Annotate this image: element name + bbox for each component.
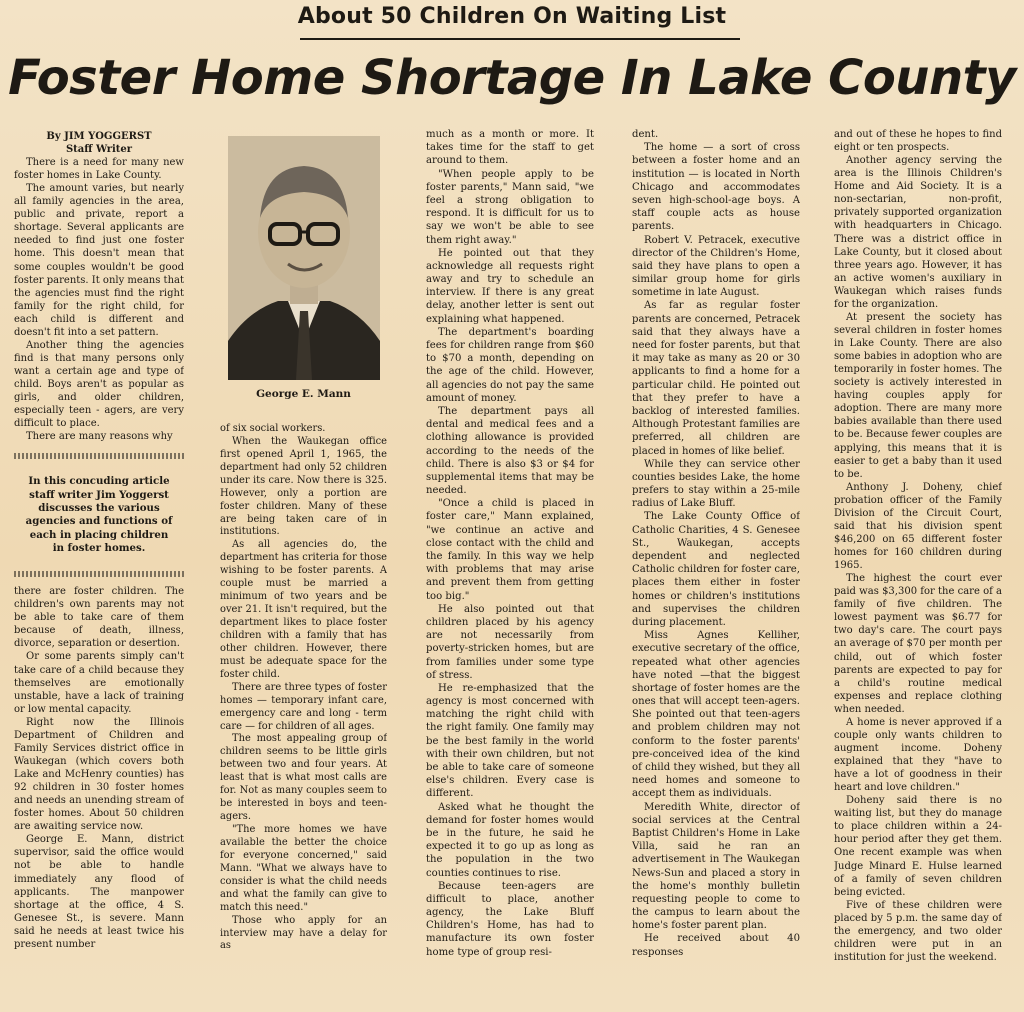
- paragraph: George E. Mann, district supervisor, said the office would not be able to handle immediately any flood of applicants. The manpower shortage at the office, 4 S. Genesee St., is severe. Mann said he needs at least twice his present number: [14, 834, 184, 950]
- paragraph: Miss Agnes Kelliher, executive secretary of the office, repeated what other agencies have noted —that the biggest shortage of foster homes are the ones that will accept teen-agers. She pointed out that teen-agers and problem children may not conform to the foster parents' pre-conceived idea of the kind of child they wished, but they all need homes and someone to accept them as individuals.: [632, 630, 800, 800]
- paragraph: Those who apply for an interview may have a delay for as: [220, 914, 387, 952]
- main-headline: Foster Home Shortage In Lake County: [8, 50, 1016, 106]
- paragraph: and out of these he hopes to find eight or ten prospects.: [834, 129, 1002, 154]
- article-column-2: [220, 128, 387, 964]
- paragraph: He received about 40 responses: [632, 933, 800, 958]
- paragraph: The most appealing group of children seems to be little girls between two and four years. At least that is what most calls are for. Not as many couples seem to be interested in boys and teen-agers.: [220, 733, 387, 823]
- paragraph: The amount varies, but nearly all family agencies in the area, public and private, report a shortage. Several applicants are needed to find just one foster home. This doesn't mean that some couples wouldn't be good foster parents. It only means that the agencies must find the right family for the right child, for each child is different and doesn't fit into a set pattern.: [14, 183, 184, 338]
- paragraph: There are three types of foster homes — temporary infant care, emergency care and long - term care — for children of all ages.: [220, 681, 387, 732]
- byline-title: Staff Writer: [65, 144, 133, 155]
- callout-rule-top: [14, 453, 184, 459]
- paragraph: At present the society has several children in foster homes in Lake County. There are also some babies in adoption who are temporarily in foster homes. The society is actively interested in having couples apply for adoption. There are many more babies available than there used to be. Because fewer couples are applying, this means that it is easier to get a baby than it used to be.: [834, 311, 1002, 480]
- paragraph: As all agencies do, the department has criteria for those wishing to be foster parents. A couple must be married a minimum of two years and be over 21. It isn't required, but the department likes to place foster children with a family that has other children. However, there must be adequate space for the foster child.: [220, 539, 387, 680]
- deck-underline: [300, 38, 740, 40]
- article-column-5: [834, 128, 1002, 964]
- paragraph: Doheny said there is no waiting list, but they do manage to place children within a 24-hour period after they get them. One recent example was when Judge Minard E. Hulse learned of a family of seven children being evicted.: [834, 795, 1002, 898]
- article-column-3: [426, 128, 594, 964]
- paragraph: Another agency serving the area is the Illinois Children's Home and Aid Society. It is a non-sectarian, non-profit, privately supported organization with headquarters in Chicago. There was a district office in Lake County, but it closed about three years ago. However, it has an active women's auxiliary in Waukegan which raises funds for the organization.: [834, 155, 1002, 310]
- paragraph: Anthony J. Doheny, chief probation officer of the Family Division of the Circuit Court, said that his division spent $46,200 on 65 different foster homes for 160 children during 1965.: [834, 481, 1002, 572]
- paragraph: The department's boarding fees for children range from $60 to $70 a month, depending on the age of the child. However, all agencies do not pay the same amount of money.: [426, 326, 594, 404]
- paragraph: The Lake County Office of Catholic Charities, 4 S. Genesee St., Waukegan, accepts dependent and neglected Catholic children for foster care, places them either in foster homes or children's institutions and supervises the children during placement.: [632, 511, 800, 628]
- article-column-4: [632, 128, 800, 964]
- paragraph: Right now the Illinois Department of Children and Family Services district office in Waukegan (which covers both Lake and McHenry counties) has 92 children in 30 foster homes and needs an unending stream of foster homes. About 50 children are awaiting service now.: [14, 716, 184, 833]
- paragraph: Because teen-agers are difficult to place, another agency, the Lake Bluff Children's Home, has had to manufacture its own foster home type of group resi-: [426, 880, 594, 958]
- callout-rule-bottom: [14, 571, 184, 577]
- paragraph: Or some parents simply can't take care of a child because they themselves are emotionally unstable, have a lack of training or low mental capacity.: [14, 651, 184, 715]
- paragraph: There is a need for many new foster homes in Lake County.: [14, 157, 184, 182]
- paragraph: The home — a sort of cross between a foster home and an institution — is located in North Chicago and accommodates seven high-school-age boys. A staff couple acts as house parents.: [632, 142, 800, 233]
- portrait-photo: [228, 136, 380, 380]
- portrait-image: [228, 136, 380, 380]
- paragraph: "The more homes we have available the better the choice for everyone concerned," said Mann. "What we always have to consider is what the child needs and what the family can give to match this need.": [220, 824, 387, 913]
- paragraph: He also pointed out that children placed by his agency are not necessarily from poverty-stricken homes, but are from families under some type of stress.: [426, 603, 594, 681]
- paragraph: "When people apply to be foster parents," Mann said, "we feel a strong obligation to respond. It is difficult for us to say we won't be able to see them right away.": [426, 168, 594, 246]
- deck-headline: About 50 Children On Waiting List: [297, 4, 727, 29]
- paragraph: When the Waukegan office first opened April 1, 1965, the department had only 52 children under its care. Now there is 325. However, only a portion are foster children. Many of these are being taken care of in institutions.: [220, 435, 387, 538]
- paragraph: He re-emphasized that the agency is most concerned with matching the right child with the right family. One family may be the best family in the world with their own children, but not be able to take care of someone else's children. Every case is different.: [426, 682, 594, 800]
- paragraph: He pointed out that they acknowledge all requests right away and try to schedule an interview. If there is any great delay, another letter is sent out explaining what happened.: [426, 247, 594, 325]
- paragraph: A home is never approved if a couple only wants children to augment income. Doheny explained that they "have to have a lot of goodness in their heart and love children.": [834, 716, 1002, 794]
- paragraph: Five of these children were placed by 5 p.m. the same day of the emergency, and two older children were put in an institution for just the weekend.: [834, 899, 1002, 963]
- paragraph: Robert V. Petracek, executive director of the Children's Home, said they have plans to open a similar group home for girls sometime in late August.: [632, 234, 800, 299]
- paragraph: There are many reasons why: [26, 431, 173, 443]
- paragraph: Meredith White, director of social services at the Central Baptist Children's Home in Lake Villa, said he ran an advertisement in The Waukegan News-Sun and placed a story in the home's monthly bulletin requesting people to come to the campus to learn about the home's foster parent plan.: [632, 801, 800, 932]
- paragraph: dent.: [632, 129, 659, 140]
- paragraph: The highest the court ever paid was $3,300 for the care of a family of five children. The lowest payment was $6.77 for two day's care. The court pays an average of $70 per month per child, out of which foster parents are expected to pay for a child's routine medical expenses and replace clothing when needed.: [834, 573, 1002, 715]
- paragraph: As far as regular foster parents are concerned, Petracek said that they always have a need for foster parents, but that it may take as many as 20 or 30 applicants to find a home for a particular child. He pointed out that they prefer to have a backlog of interested families. Although Protestant families are preferred, all children are placed in homes of like belief.: [632, 300, 800, 457]
- paragraph: "Once a child is placed in foster care," Mann explained, "we continue an active and close contact with the child and the family. In this way we help with problems that may arise and prevent them from getting too big.": [426, 498, 594, 602]
- paragraph: While they can service other counties besides Lake, the home prefers to stay within a 25-mile radius of Lake Bluff.: [632, 458, 800, 510]
- byline-name: By JIM YOGGERST: [46, 131, 152, 142]
- article-callout: In this concuding article staff writer Jim Yoggerst discusses the various agencies and functions of each in placing children in foster homes.: [25, 475, 173, 554]
- paragraph: much as a month or more. It takes time for the staff to get around to them.: [426, 129, 594, 167]
- paragraph: there are foster children. The children's own parents may not be able to take care of them because of death, illness, divorce, separation or desertion.: [14, 586, 184, 650]
- article-column-1: [14, 128, 184, 964]
- paragraph: of six social workers.: [220, 422, 326, 434]
- paragraph: Asked what he thought the demand for foster homes would be in the future, he said he expected it to go up as long as the population in the two counties continues to rise.: [426, 801, 594, 879]
- paragraph: Another thing the agencies find is that many persons only want a certain age and type of child. Boys aren't as popular as girls, and older children, especially teen - agers, are very difficult to place.: [14, 339, 184, 430]
- photo-caption: George E. Mann: [256, 388, 351, 400]
- paragraph: The department pays all dental and medical fees and a clothing allowance is provided according to the needs of the child. There is also $3 or $4 for supplemental items that may be needed.: [426, 405, 594, 497]
